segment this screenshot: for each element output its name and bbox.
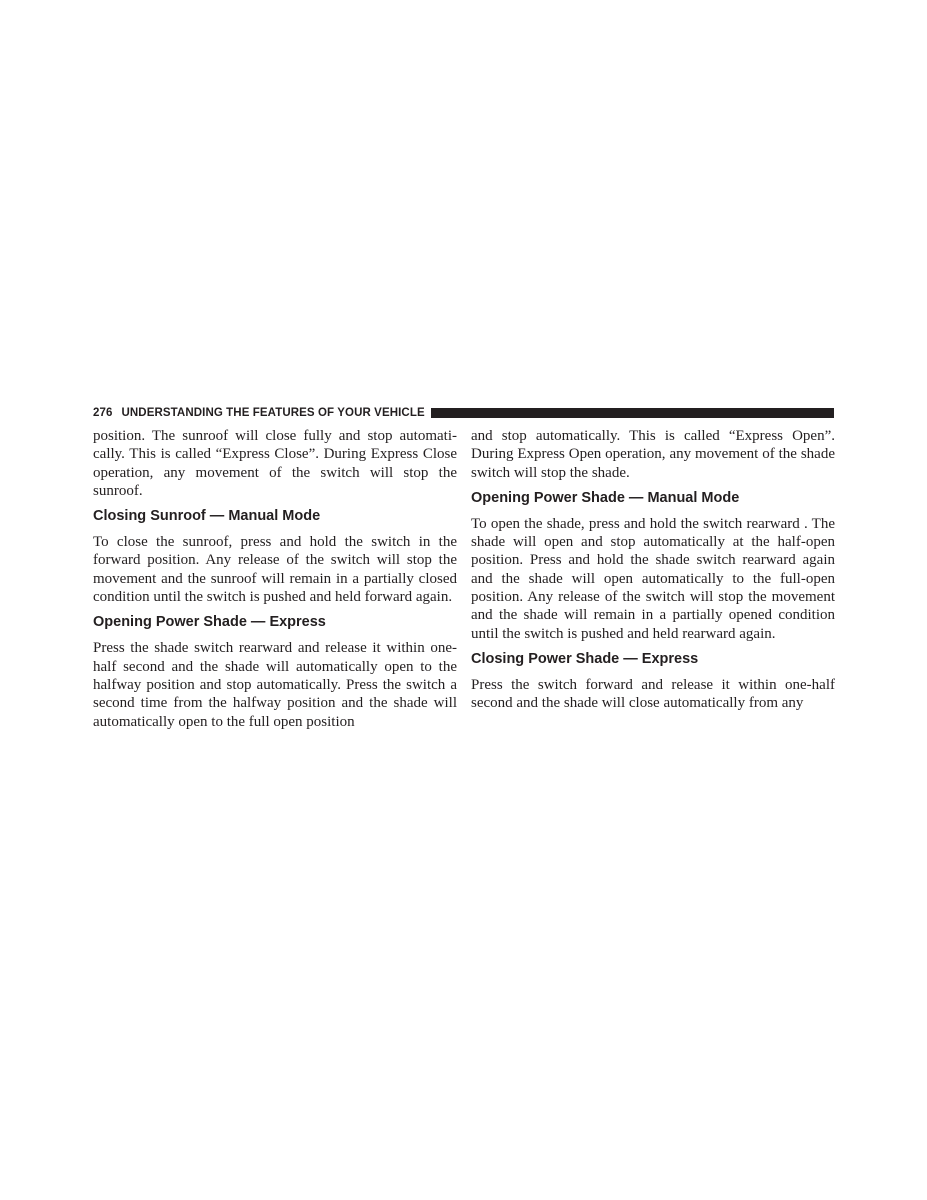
paragraph: To close the sunroof, press and hold the switch in the forward position. Any release of the switch will stop the movement and the sunroof will remain in a partially closed condition until the switch is pushed and held forward again. <box>93 534 457 606</box>
header-rule <box>431 408 834 418</box>
page-header <box>93 406 834 420</box>
paragraph: Press the switch forward and release it within one-half second and the shade will close automatically from any <box>471 676 835 712</box>
right-column <box>471 427 835 713</box>
page-number: 276 <box>93 407 113 419</box>
paragraph: To open the shade, press and hold the switch rearward . The shade will open and stop automatically at the half-open position. Press and hold the shade switch rearward again and the shade will open automatically to the full-open position. Any release of the switch will stop the movement and the shade will remain in a partially opened condition until the switch is pushed and held rearward again. <box>471 515 835 642</box>
section-heading: Opening Power Shade — Express <box>93 614 326 631</box>
paragraph: and stop automatically. This is called “Express Open”. During Express Open operation, any movement of the shade switch will stop the shade. <box>471 428 835 481</box>
paragraph: position. The sunroof will close fully and stop automati-cally. This is called “Express Close”. During Express Close operation, any movement of the switch will stop the sunroof. <box>93 428 457 499</box>
left-column <box>93 427 457 731</box>
section-heading: Closing Power Shade — Express <box>471 650 699 667</box>
paragraph: Press the shade switch rearward and release it within one-half second and the shade will automatically open to the halfway position and stop automatically. Press the switch a second time from the halfway position and the shade will automatically open to the full open position <box>93 640 457 730</box>
section-heading: Opening Power Shade — Manual Mode <box>471 489 740 506</box>
section-heading: Closing Sunroof — Manual Mode <box>93 508 321 525</box>
section-title: UNDERSTANDING THE FEATURES OF YOUR VEHICLE <box>121 407 425 419</box>
